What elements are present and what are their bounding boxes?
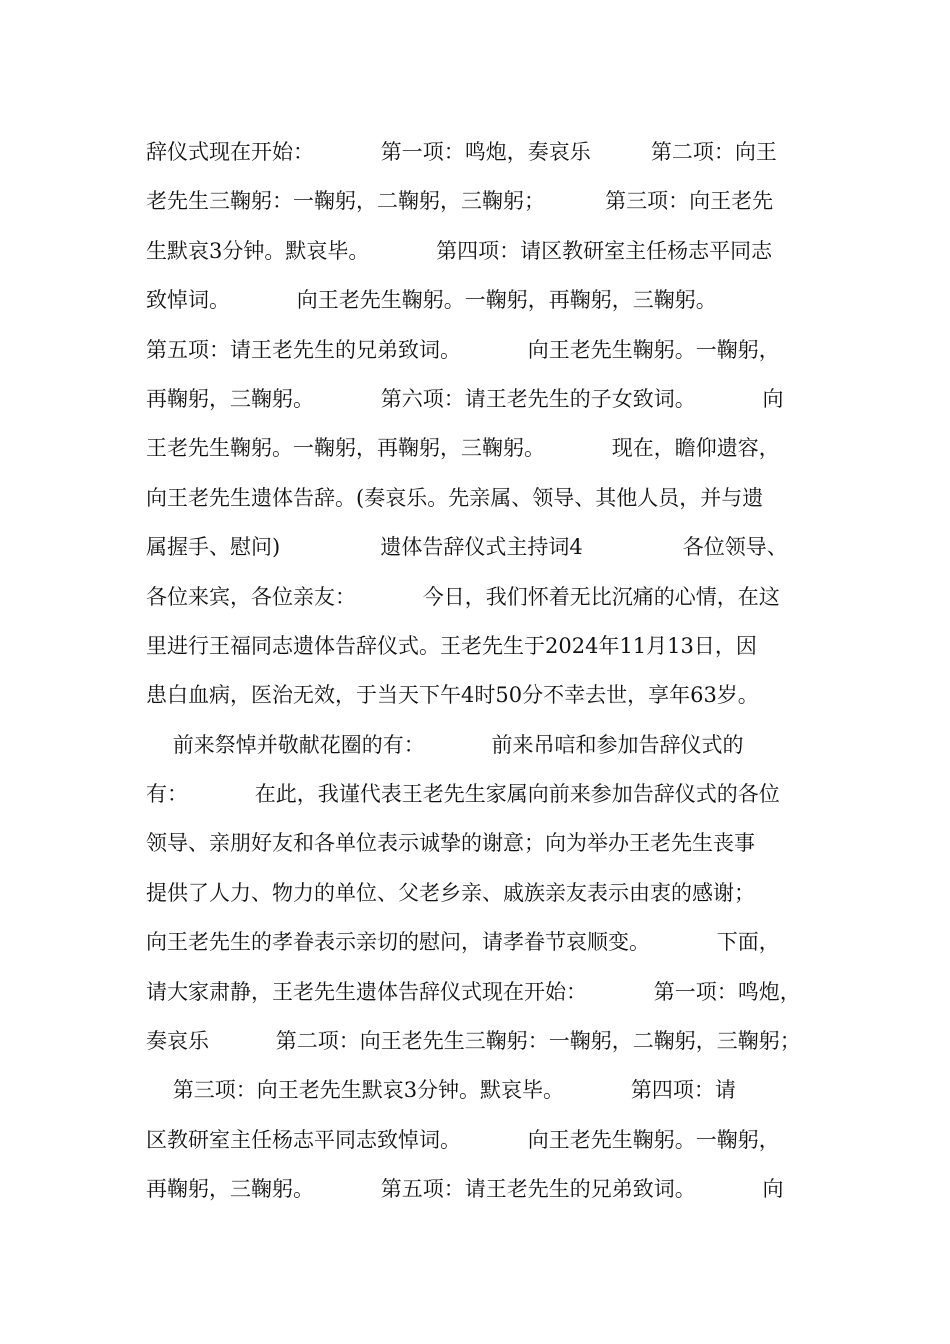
text-line: 第五项：请王老先生的兄弟致词。 向王老先生鞠躬。一鞠躬， (146, 337, 780, 362)
text-line: 老先生三鞠躬：一鞠躬，二鞠躬，三鞠躬； 第三项：向王老先 (146, 189, 774, 214)
text-line: 再鞠躬，三鞠躬。 第五项：请王老先生的兄弟致词。 向 (146, 1177, 784, 1202)
text-line: 前来祭悼并敬献花圈的有： 前来吊唁和参加告辞仪式的 (146, 732, 744, 757)
text-line: 提供了人力、物力的单位、父老乡亲、戚族亲友表示由衷的感谢； (146, 880, 755, 905)
text-line: 各位来宾，各位亲友： 今日，我们怀着无比沉痛的心情，在这 (146, 584, 780, 609)
text-line: 再鞠躬，三鞠躬。 第六项：请王老先生的子女致词。 向 (146, 386, 784, 411)
text-line: 区教研室主任杨志平同志致悼词。 向王老先生鞠躬。一鞠躬， (146, 1127, 780, 1152)
text-line: 王老先生鞠躬。一鞠躬，再鞠躬，三鞠躬。 现在，瞻仰遗容， (146, 436, 780, 461)
text-line: 生默哀3分钟。默哀毕。 第四项：请区教研室主任杨志平同志 (146, 238, 773, 263)
text-line: 致悼词。 向王老先生鞠躬。一鞠躬，再鞠躬，三鞠躬。 (146, 288, 717, 313)
text-line: 患白血病，医治无效，于当天下午4时50分不幸去世，享年63岁。 (146, 683, 759, 708)
text-line: 第三项：向王老先生默哀3分钟。默哀毕。 第四项：请 (146, 1078, 736, 1103)
text-line: 辞仪式现在开始： 第一项：鸣炮，奏哀乐 第二项：向王 (146, 140, 777, 164)
text-line: 向王老先生的孝眷表示亲切的慰问，请孝眷节哀顺变。 下面， (146, 930, 780, 955)
text-line: 里进行王福同志遗体告辞仪式。王老先生于2024年11月13日，因 (146, 633, 757, 658)
document-body (146, 128, 836, 1215)
text-line: 有： 在此，我谨代表王老先生家属向前来参加告辞仪式的各位 (146, 782, 780, 807)
text-line: 奏哀乐 第二项：向王老先生三鞠躬：一鞠躬，二鞠躬，三鞠躬； (146, 1029, 801, 1054)
text-line: 向王老先生遗体告辞。(奏哀乐。先亲属、领导、其他人员，并与遗 (146, 485, 764, 510)
text-line: 属握手、慰问) 遗体告辞仪式主持词4 各位领导、 (146, 535, 788, 560)
text-line: 请大家肃静，王老先生遗体告辞仪式现在开始： 第一项：鸣炮， (146, 979, 801, 1004)
text-line: 领导、亲朋好友和各单位表示诚挚的谢意；向为举办王老先生丧事 (146, 831, 755, 856)
